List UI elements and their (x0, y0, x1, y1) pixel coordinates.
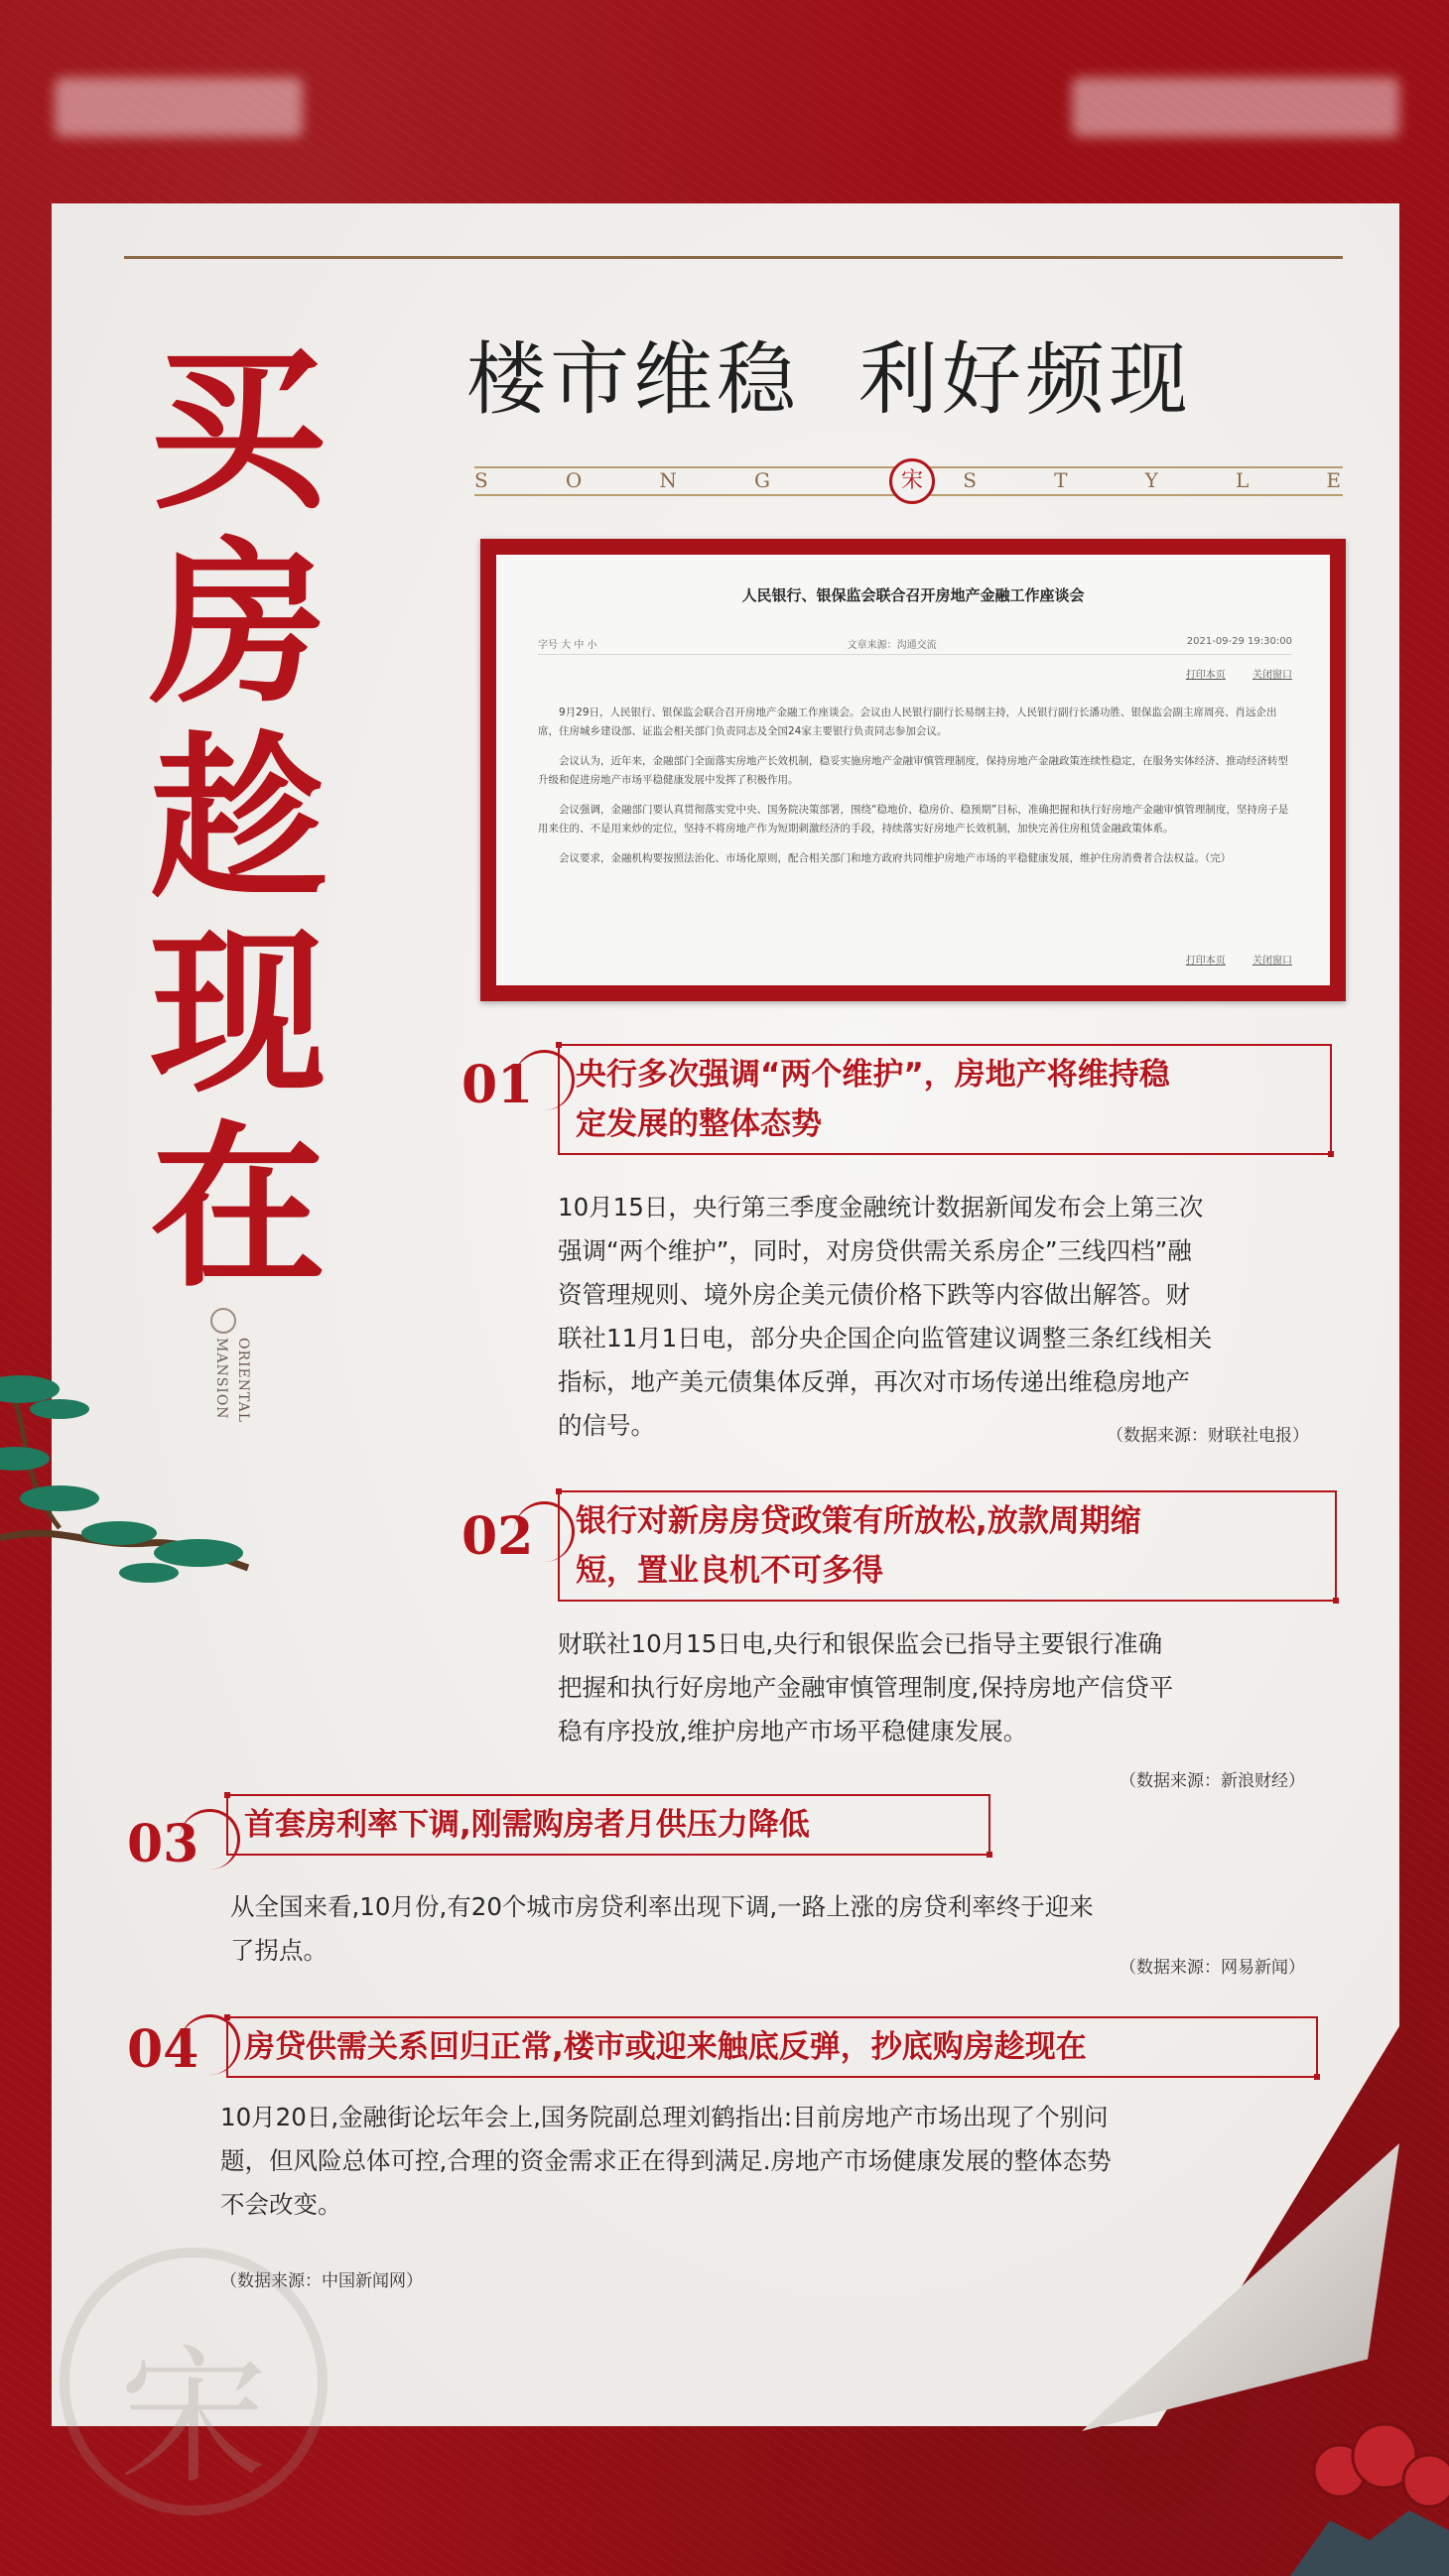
song-stamp-watermark (60, 2248, 328, 2515)
song-style-banner (474, 458, 1343, 504)
body-line: 指标，地产美元债集体反弹，再次对市场传递出维稳房地产 (558, 1367, 1190, 1396)
title-char: 买 (150, 325, 327, 533)
source-note: （数据来源：新浪财经） (1120, 1771, 1305, 1791)
section-heading-line: 首套房利率下调,刚需购房者月供压力降低 (244, 1807, 810, 1843)
song-seal-icon: 宋 (889, 458, 935, 504)
title-char: 房 (150, 520, 327, 727)
body-line: 不会改变。 (220, 2190, 342, 2219)
letter: T (1054, 468, 1070, 492)
letter: G (754, 468, 773, 492)
body-line: 联社11月1日电，部分央企国企向监管建议调整三条红线相关 (558, 1324, 1213, 1352)
section-heading-line: 银行对新房房贷政策有所放松,放款周期缩 (576, 1503, 1141, 1539)
body-line: 了拐点。 (230, 1936, 328, 1965)
section-body (558, 1186, 1352, 1448)
brand-logo-right (1072, 77, 1399, 137)
body-line: 财联社10月15日电,央行和银保监会已指导主要银行准确 (558, 1629, 1163, 1658)
body-line: 稳有序投放,维护房地产市场平稳健康发展。 (558, 1717, 1028, 1745)
body-line: 10月20日,金融街论坛年会上,国务院副总理刘鹤指出:目前房地产市场出现了个别问 (220, 2103, 1109, 2131)
section-heading-line: 房贷供需关系回归正常,楼市或迎来触底反弹，抄底购房趁现在 (244, 2029, 1087, 2065)
letter: O (565, 468, 585, 492)
letter-gap (848, 468, 887, 492)
section-heading-line: 短，置业良机不可多得 (576, 1553, 883, 1589)
letter: S (474, 468, 490, 492)
headline: 楼市维稳 利好频现 (466, 333, 1192, 426)
section-heading-box (226, 1794, 990, 1856)
document-title: 人民银行、银保监会联合召开房地产金融工作座谈会 (741, 586, 1085, 604)
source-note: （数据来源：中国新闻网） (220, 2271, 423, 2291)
section-heading-line: 央行多次强调“两个维护”，房地产将维持稳 (576, 1057, 1170, 1093)
source-note: （数据来源：网易新闻） (1120, 1958, 1305, 1978)
body-line: 强调“两个维护”，同时，对房贷供需关系房企”三线四档”融 (558, 1236, 1192, 1265)
body-line: 的信号。 (558, 1411, 655, 1440)
letter: Y (1144, 468, 1160, 492)
document-source: 文章来源：沟通交流 (847, 640, 937, 651)
letter: E (1326, 468, 1343, 492)
section-heading-box (226, 2016, 1318, 2078)
title-char: 在 (150, 1103, 327, 1311)
auspicious-cloud-icon (1290, 2411, 1449, 2576)
section-number: 04 (127, 2019, 199, 2080)
document-screenshot (496, 555, 1330, 985)
body-line: 题，但风险总体可控,合理的资金需求正在得到满足.房地产市场健康发展的整体态势 (220, 2146, 1112, 2175)
top-divider (124, 256, 1343, 259)
letter: N (659, 468, 679, 492)
section-number: 02 (461, 1506, 534, 1567)
document-paragraph: 9月29日，人民银行、银保监会联合召开房地产金融工作座谈会。会议由人民银行副行长易纲主持，人民银行副行长潘功胜、银保监会副主席周亮、肖远企出席，住房城乡建设部、证监会相关部门负责同志及全国24家主要银行负责同志参加会议。 (538, 707, 1277, 737)
document-date: 2021-09-29 19:30:00 (1186, 636, 1292, 647)
vertical-title (139, 325, 337, 1311)
document-divider (538, 654, 1292, 655)
close-link: 关闭窗口 (1252, 670, 1292, 681)
body-line: 10月15日，央行第三季度金融统计数据新闻发布会上第三次 (558, 1193, 1204, 1222)
print-link: 打印本页 (1185, 670, 1226, 681)
source-note: （数据来源：财联社电报） (1107, 1426, 1309, 1446)
document-body (538, 704, 1292, 879)
document-links-bottom (538, 952, 1292, 966)
document-screenshot-frame (480, 539, 1346, 1001)
oriental-emblem-icon (210, 1308, 236, 1334)
letter: L (1235, 468, 1251, 492)
document-paragraph: 会议要求，金融机构要按照法治化、市场化原则，配合相关部门和地方政府共同维护房地产市场的平稳健康发展，维护住房消费者合法权益。（完） (559, 852, 1232, 864)
body-line: 资管理规则、境外房企美元债价格下跌等内容做出解答。财 (558, 1280, 1190, 1309)
section-heading-box (558, 1490, 1337, 1602)
pine-branch-icon (0, 1350, 258, 1617)
brand-logo-left (55, 77, 303, 137)
section-number: 01 (461, 1055, 534, 1115)
document-paragraph: 会议认为，近年来，金融部门全面落实房地产长效机制，稳妥实施房地产金融审慎管理制度，保持房地产金融政策连续性稳定，在服务实体经济、推动经济转型升级和促进房地产市场平稳健康发展中发挥了积极作用。 (538, 755, 1288, 786)
title-char: 现 (150, 909, 327, 1116)
stamp-char: 宋 (118, 2332, 268, 2505)
section-body (558, 1622, 1352, 1753)
document-meta (538, 636, 1292, 651)
document-paragraph: 会议强调，金融部门要认真贯彻落实党中央、国务院决策部署，围绕“稳地价、稳房价、稳预期”目标，准确把握和执行好房地产金融审慎管理制度，坚持房子是用来住的、不是用来炒的定位，坚持不将房地产作为短期刺激经济的手段，持续落实好房地产长效机制，加快完善住房租赁金融政策体系。 (538, 804, 1289, 835)
body-line: 把握和执行好房地产金融审慎管理制度,保持房地产信贷平 (558, 1673, 1174, 1702)
title-char: 趁 (150, 714, 327, 922)
close-link: 关闭窗口 (1252, 956, 1292, 966)
section-body (220, 2096, 1342, 2227)
oriental-mansion-label: ORIENTAL MANSION (213, 1338, 251, 1423)
document-links-top (538, 666, 1292, 681)
body-line: 从全国来看,10月份,有20个城市房贷利率出现下调,一路上涨的房贷利率终于迎来 (230, 1892, 1094, 1921)
section-heading-line: 定发展的整体态势 (576, 1106, 822, 1142)
font-size-controls: 字号 大 中 小 (538, 640, 597, 651)
letter: S (963, 468, 979, 492)
section-number: 03 (127, 1814, 199, 1874)
section-heading-box (558, 1044, 1332, 1155)
print-link: 打印本页 (1185, 956, 1226, 966)
